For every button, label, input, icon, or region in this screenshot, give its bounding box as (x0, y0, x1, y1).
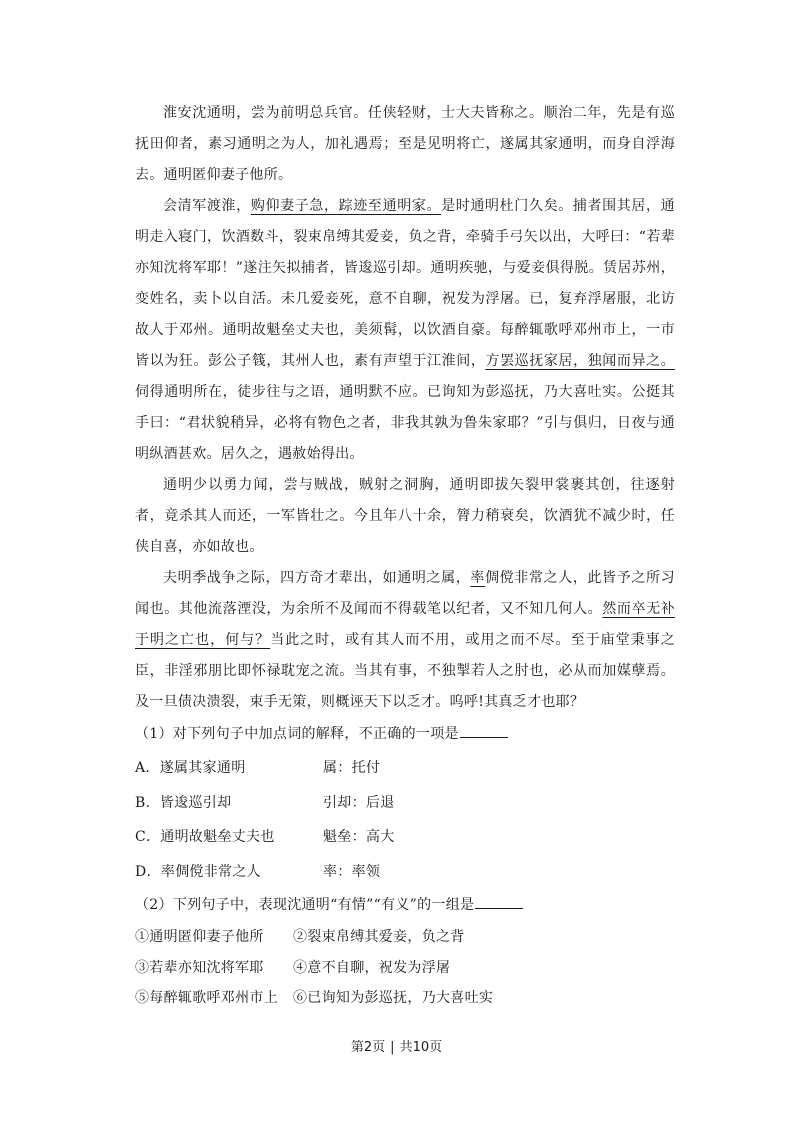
option-sentence: C．通明故魁垒丈夫也 (135, 829, 275, 845)
option-b (135, 786, 675, 821)
item: ②裂束帛缚其爱妾，负之背 (293, 929, 465, 945)
p2-underlined-1: 购仰妻子急，踪迹至通明家。 (250, 198, 442, 214)
content-area (135, 98, 675, 1014)
p4-text-a: 夫明季战争之际，四方奇才辈出，如通明之属， (163, 570, 471, 586)
p2-text-a: 会清军渡淮， (163, 198, 251, 214)
option-sentence: B．皆逡巡引却 (135, 794, 232, 811)
footer-separator: | (390, 1040, 395, 1055)
p4-text-b: 倜傥非常之人，此皆予之所习闻也。其他流落湮没，为余所不及闻而不得载笔以纪者，又不知几何人。 (135, 570, 675, 617)
question-1-options (135, 751, 675, 889)
item: ⑤每醉辄歌呼邓州市上 (135, 990, 278, 1006)
passage-paragraph-2 (135, 191, 675, 470)
p4-underlined-2: 然而卒无补于明之亡也，何与？ (135, 601, 675, 648)
page-total: 共10页 (399, 1040, 443, 1055)
item: ⑥已询知为彭巡抚，乃大喜吐实 (293, 990, 494, 1006)
p2-text-b: 是时通明杜门久矣。捕者围其居，通明走入寝门，饮酒数斗，裂束帛缚其爱妾，负之背，牵骑手弓矢以出，大呼曰：“若辈亦知沈将军耶！”遂注矢拟捕者，皆逡巡引却。通明疾驰，与爱妾俱得脱。赁居苏州，变姓名，卖卜以自活。未几爱妾死，意不自聊，祝发为浮屠。已，复弃浮屠服，北访故人于邓州。通明故魁垒丈夫也，美须髯，以饮酒自豪。每醉辄歌呼邓州市上，一市皆以为狂。彭公子篯，其州人也，素有声望于江淮间， (135, 198, 675, 369)
answer-blank (460, 723, 508, 738)
p2-underlined-2: 方罢巡抚家居，独闻而异之。 (485, 353, 675, 369)
item-row (135, 922, 675, 953)
option-gloss: 引却：后退 (323, 794, 395, 811)
answer-blank (475, 894, 523, 909)
question-1-stem: （1）对下列句子中加点词的解释，不正确的一项是 (135, 718, 675, 751)
page-number: 第2页 (350, 1040, 386, 1055)
p4-underlined-1: 率 (470, 570, 486, 586)
page-footer (0, 1036, 793, 1055)
option-c (135, 820, 675, 855)
item-row (135, 983, 675, 1014)
option-d (135, 855, 675, 890)
question-2-items (135, 922, 675, 1014)
item: ③若辈亦知沈将军耶 (135, 959, 264, 976)
question-2-stem: （2）下列句子中，表现沈通明“有情”“有义”的一组是 (135, 889, 675, 922)
item: ①通明匿仰妻子他所 (135, 929, 264, 945)
item: ④意不自聊，祝发为浮屠 (293, 959, 451, 976)
passage-paragraph-1: 淮安沈通明，尝为前明总兵官。任侠轻财，士大夫皆称之。顺治二年，先是有巡抚田仰者，素习通明之为人，加礼遇焉；至是见明将亡，遂属其家通明，而身自浮海去。通明匿仰妻子他所。 (135, 105, 675, 183)
p2-text-c: 伺得通明所在，徒步往与之语，通明默不应。已询知为彭巡抚，乃大喜吐实。公挺其手曰：“君状貌稍异，必将有物色之者，非我其孰为鲁朱家耶？”引与俱归，日夜与通明纵酒甚欢。居久之，遇赦始得出。 (135, 384, 675, 462)
option-sentence: A．遂属其家通明 (135, 760, 246, 776)
item-row (135, 953, 675, 984)
passage-paragraph-4 (135, 563, 675, 718)
option-gloss: 魁垒：高大 (323, 829, 395, 845)
option-gloss: 率：率领 (323, 863, 381, 880)
p4-text-c: 当此之时，或有其人而不用，或用之而不尽。至于庙堂秉事之臣，非淫邪朋比即怀禄耽宠之流。当其有事，不独掣若人之肘也，必从而加媒孽焉。及一旦债决溃裂，束手无策，则概诬天下以乏才。呜呼!其真乏才也耶？ (135, 632, 675, 710)
option-gloss: 属：托付 (323, 760, 381, 776)
option-a (135, 751, 675, 786)
option-sentence: D．率倜傥非常之人 (135, 863, 261, 880)
passage-paragraph-3: 通明少以勇力闻，尝与贼战，贼射之洞胸，通明即拔矢裂甲裳裹其创，往逐射者，竟杀其人而还，一军皆壮之。今且年八十余，膂力稍衰矣，饮酒犹不减少时，任侠自喜，亦如故也。 (135, 477, 675, 555)
